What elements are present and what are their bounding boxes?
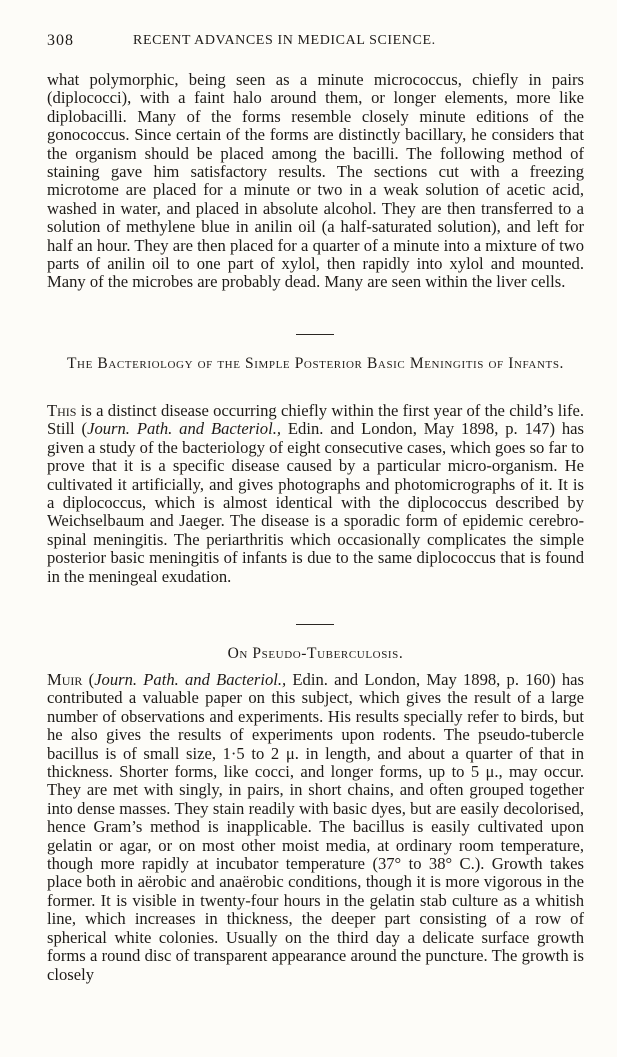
paragraph-meningitis <box>47 402 584 586</box>
journal-citation: Journ. Path. and Bacteriol., <box>94 670 287 689</box>
lead-word: Muir <box>47 670 83 689</box>
section-divider <box>296 624 334 625</box>
text-part: Edin. and London, May 1898, p. 147) has given a study of the bacteriology of eight consecutive cases, which goes so far to prove that it is a specific disease caused by a particular micro-organism. He cultivated it artificially, and gives photographs and photomicrographs of it. It is a diplococcus, which is almost identical with the diplococcus described by Weichselbaum and Jaeger. The disease is a sporadic form of epidemic cerebro-spinal meningitis. The periarthritis which occasionally complicates the simple posterior basic meningitis of infants is due to the same diplococcus that is found in the meningeal exudation. <box>47 419 584 586</box>
lead-word: This <box>47 401 77 420</box>
paragraph-pseudo-tuberculosis <box>47 671 584 984</box>
section-heading-meningitis: The Bacteriology of the Simple Posterior Basic Meningitis of Infants. <box>66 355 565 372</box>
text-part: ( <box>82 670 95 689</box>
text-part: Edin. and London, May 1898, p. 160) has contributed a valuable paper on this subject, which gives the result of a large number of observations and experiments. His results specially refer to birds, but he also gives the results of experiments upon rodents. The pseudo-tubercle bacillus is of small size, 1·5 to 2 μ. in length, and about a quarter of that in thickness. Shorter forms, like cocci, and longer forms, up to 5 μ., may occur. They are met with singly, in pairs, in short chains, and often grouped together into dense masses. They stain readily with basic dyes, but are easily decolorised, hence Gram’s method is inapplicable. The bacillus is easily cultivated upon gelatin or agar, or on most other moist media, at ordinary room temperature, though more rapidly at incubator temperature (37° to 38° C.). Growth takes place both in aërobic and anaërobic conditions, though it is more vigorous in the former. It is visible in twenty-four hours in the gelatin stab culture as a whitish line, which increases in thickness, the deeper part consisting of a row of spherical white colonies. Usually on the third day a delicate surface growth forms a round disc of transparent appearance around the puncture. The growth is closely <box>47 670 585 984</box>
section-heading-pseudo-tuberculosis: On Pseudo-Tuberculosis. <box>227 645 404 662</box>
page-number: 308 <box>47 32 74 49</box>
running-title: RECENT ADVANCES IN MEDICAL SCIENCE. <box>133 33 436 48</box>
text-part: is a distinct disease occurring chiefly within the first year of the child’s life. Still ( <box>47 401 584 439</box>
paragraph-continued: what polymorphic, being seen as a minute micrococcus, chiefly in pairs (diplococci), with a faint halo around them, or longer elements, more like diplobacilli. Many of the forms resemble closely minute editions of the gonococcus. Since certain of the forms are distinctly bacillary, he considers that the organism should be placed among the bacilli. The following method of staining gave him satisfactory results. The sections cut with a freezing microtome are placed for a minute or two in a weak solution of acetic acid, washed in water, and placed in absolute alcohol. They are then transferred to a solution of methylene blue in anilin oil (a half-saturated solution), and left for half an hour. They are then placed for a quarter of a minute into a mixture of two parts of anilin oil to one part of xylol, then rapidly into xylol and mounted. Many of the microbes are probably dead. Many are seen within the liver cells. <box>47 70 584 292</box>
journal-citation: Journ. Path. and Bacteriol., <box>87 419 282 439</box>
section-divider <box>296 334 334 335</box>
